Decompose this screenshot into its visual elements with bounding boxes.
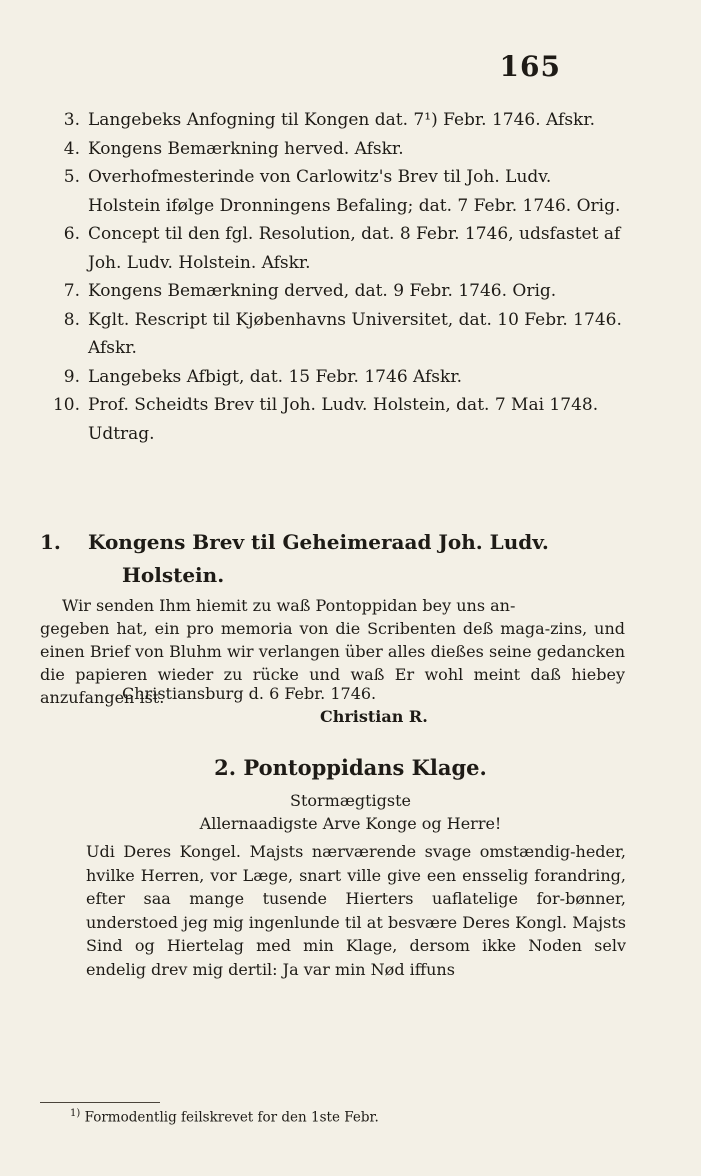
item-text: Kglt. Rescript til Kjøbenhavns Universitet, dat. 10 Febr. 1746. Afskr. xyxy=(88,309,622,358)
list-item xyxy=(40,306,625,363)
item-text: Langebeks Anfogning til Kongen dat. 7¹) Febr. 1746. Afskr. xyxy=(88,110,596,130)
item-number: 5. xyxy=(63,167,80,187)
list-item xyxy=(40,277,625,306)
item-text: Overhofmesterinde von Carlowitz's Brev til Joh. Ludv. Holstein ifølge Dronningens Befaling; dat. 7 Febr. 1746. Orig. xyxy=(88,167,621,216)
section-2-heading: 2. Pontoppidans Klage. xyxy=(214,755,487,780)
salutation-line1: Stormægtigste xyxy=(289,791,412,810)
footnote-text: Formodentlig feilskrevet for den 1ste Febr. xyxy=(84,1109,379,1126)
section-1-title-line2: Holstein. xyxy=(122,563,225,587)
item-text: Concept til den fgl. Resolution, dat. 8 Febr. 1746, udsfastet af Joh. Ludv. Holstein. Afskr. xyxy=(88,224,621,273)
item-number: 3. xyxy=(63,110,80,130)
section-1-number: 1. xyxy=(40,530,61,554)
footnote xyxy=(70,1108,379,1126)
section-1-title-line1: Kongens Brev til Geheimeraad Joh. Ludv. xyxy=(88,530,549,554)
item-number: 9. xyxy=(63,366,80,387)
letter-first-line: Wir senden Ihm hiemit zu waß Pontoppidan bey uns an- xyxy=(62,596,516,615)
item-text: Kongens Bemærkning herved. Afskr. xyxy=(88,138,404,159)
salutation-line2: Allernaadigste Arve Konge og Herre! xyxy=(199,814,502,833)
list-item xyxy=(40,163,625,220)
footnote-divider xyxy=(40,1102,160,1103)
item-number: 4. xyxy=(63,138,80,159)
document-list xyxy=(40,106,625,448)
section-1-heading xyxy=(40,526,620,592)
footnote-marker: 1) xyxy=(70,1108,81,1119)
letter-signature: Christian R. xyxy=(320,707,428,726)
item-number: 6. xyxy=(63,224,80,244)
item-number: 10. xyxy=(52,395,80,415)
list-item xyxy=(40,220,625,277)
item-text: Langebeks Afbigt, dat. 15 Febr. 1746 Afskr. xyxy=(88,366,462,387)
item-text: Prof. Scheidts Brev til Joh. Ludv. Holstein, dat. 7 Mai 1748. Udtrag. xyxy=(88,395,599,444)
page-number: 165 xyxy=(499,50,561,83)
list-item xyxy=(40,106,625,135)
letter-text: gegeben hat, ein pro memoria von die Scribenten deß maga-zins, und einen Brief von Bluhm wir verlangen über alles dießes seine gedancken die papieren wieder zu rücke und waß Er wohl meint daß hiebey anzufangen ist. xyxy=(40,619,625,707)
list-item xyxy=(40,135,625,164)
item-number: 8. xyxy=(63,309,80,330)
item-text: Kongens Bemærkning derved, dat. 9 Febr. 1746. Orig. xyxy=(88,281,557,301)
petition-text: Udi Deres Kongel. Majsts nærværende svage omstændig-heder, hvilke Herren, vor Læge, snart ville give een ensselig forandring, efter saa mange tusende Hierters uaflatelige for-bønner, understoed jeg mig ingenlunde til at besvære Deres Kongl. Majsts Sind og Hiertelag med min Klage, dersom ikke Noden selv endelig drev mig dertil: Ja var min Nød iffuns xyxy=(86,842,626,979)
list-item xyxy=(40,391,625,448)
item-number: 7. xyxy=(63,281,80,301)
list-item xyxy=(40,363,625,392)
letter-dateline: Christiansburg d. 6 Febr. 1746. xyxy=(122,684,377,703)
